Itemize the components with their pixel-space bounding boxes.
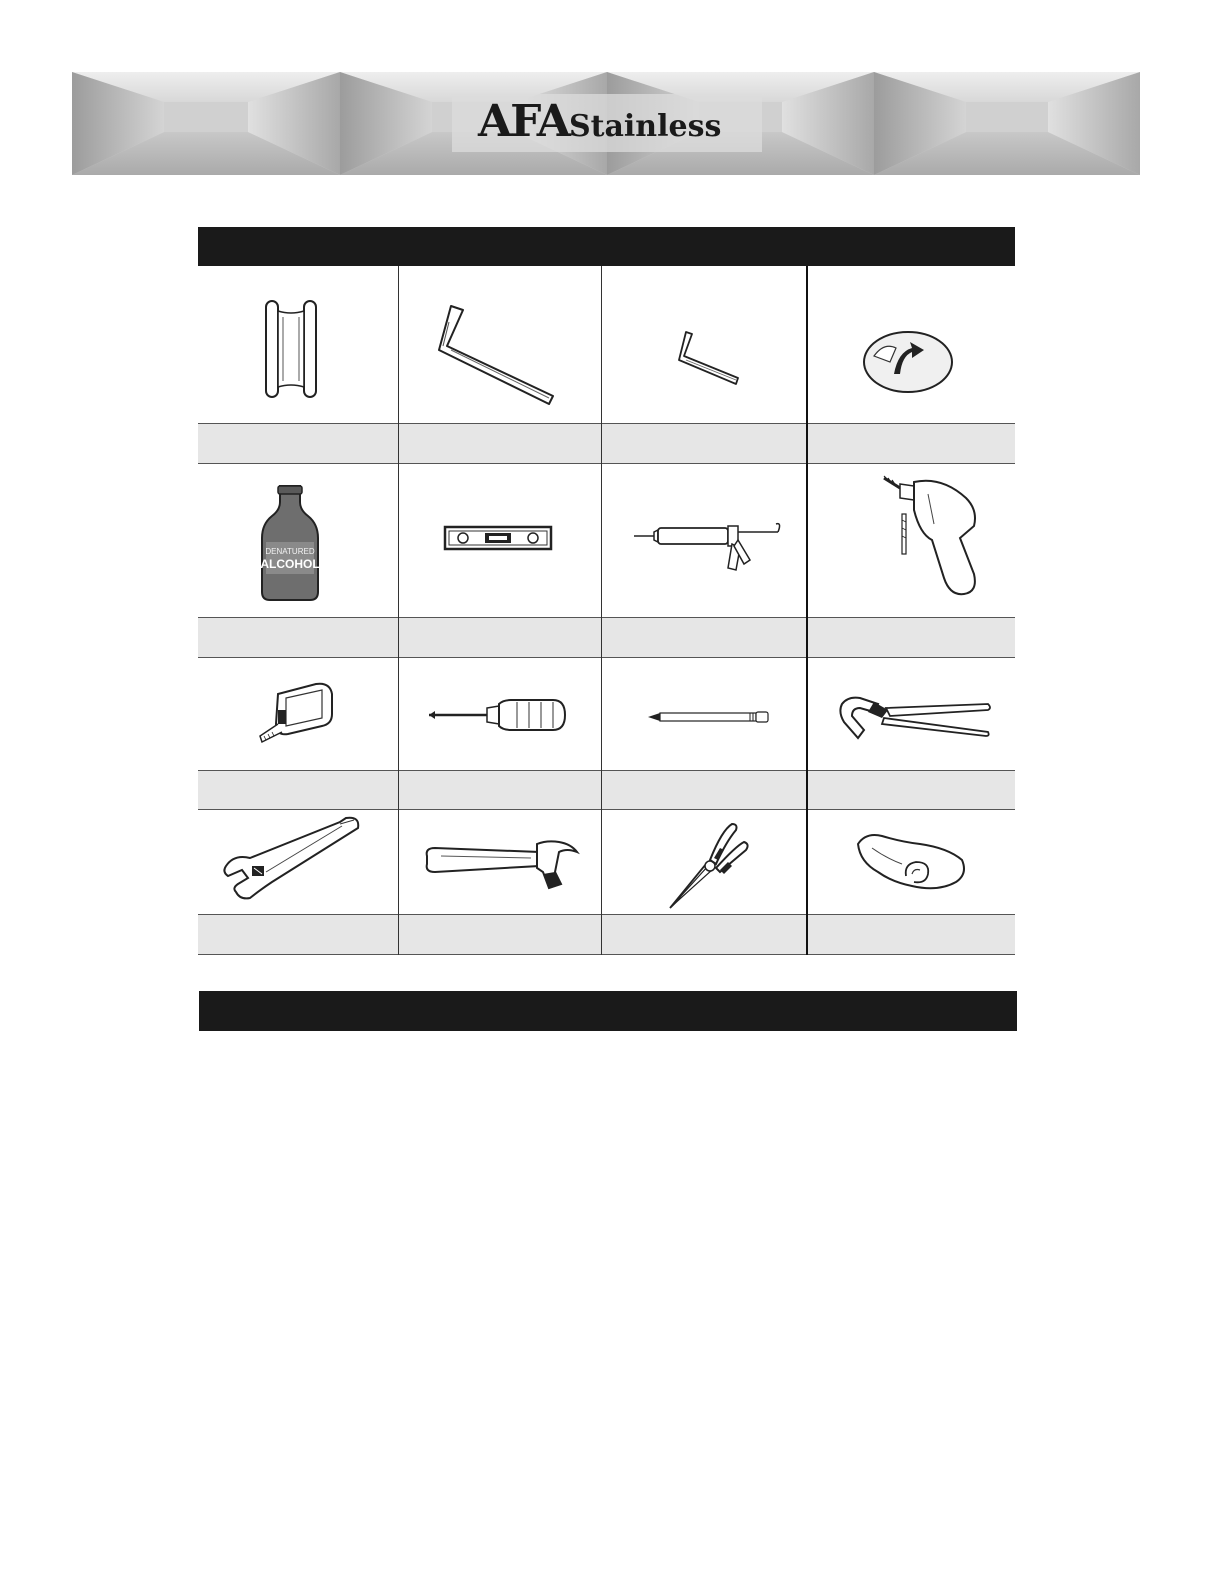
bottle-label-line2: ALCOHOL [260, 557, 320, 571]
pipe-wrench-pliers-icon [838, 694, 992, 744]
column-divider [398, 266, 399, 955]
tools-grid [198, 266, 1015, 955]
tool-cell-5 [198, 464, 398, 617]
label-row-4 [198, 914, 1015, 955]
column-divider [806, 266, 808, 955]
label-row-1 [198, 423, 1015, 464]
cloth-rag-icon [852, 830, 968, 894]
small-allen-key-icon [676, 330, 742, 386]
tool-cell-1 [198, 266, 398, 423]
tool-cell-10 [399, 658, 601, 770]
label-row-3 [198, 770, 1015, 810]
tool-cell-7 [602, 464, 806, 617]
logo-secondary: Stainless [568, 109, 722, 144]
label-row-2 [198, 617, 1015, 658]
adhesive-pad-icon [860, 328, 956, 396]
tool-cell-13 [198, 810, 398, 914]
column-divider [601, 266, 602, 955]
tool-cell-9 [198, 658, 398, 770]
power-drill-icon [878, 474, 994, 604]
tools-section-header [198, 227, 1015, 266]
tape-measure-icon [256, 680, 336, 746]
tool-cell-15 [602, 810, 806, 914]
tool-cell-16 [808, 810, 1015, 914]
screwdriver-icon [427, 698, 569, 732]
caulking-gun-icon [632, 520, 784, 572]
hammer-icon [421, 838, 581, 894]
thread-seal-tape-icon [264, 299, 334, 399]
tool-cell-6 [399, 464, 601, 617]
needle-nose-pliers-icon [666, 820, 750, 912]
header-banner [72, 72, 1140, 175]
large-allen-key-icon [435, 302, 557, 406]
spirit-level-icon [443, 524, 553, 554]
tool-cell-2 [399, 266, 601, 423]
brand-logo [72, 72, 1140, 175]
tool-cell-11 [602, 658, 806, 770]
tool-cell-4 [808, 266, 1015, 423]
bottle-label-line1: DENATURED [265, 547, 315, 556]
adjustable-wrench-icon [220, 814, 362, 900]
denatured-alcohol-bottle-icon [260, 484, 320, 602]
tool-cell-3 [602, 266, 806, 423]
tool-cell-8 [808, 464, 1015, 617]
tool-cell-12 [808, 658, 1015, 770]
logo-primary: AFA [478, 96, 569, 147]
tool-cell-14 [399, 810, 601, 914]
instructions-section-header [199, 991, 1017, 1031]
pencil-icon [646, 710, 772, 724]
